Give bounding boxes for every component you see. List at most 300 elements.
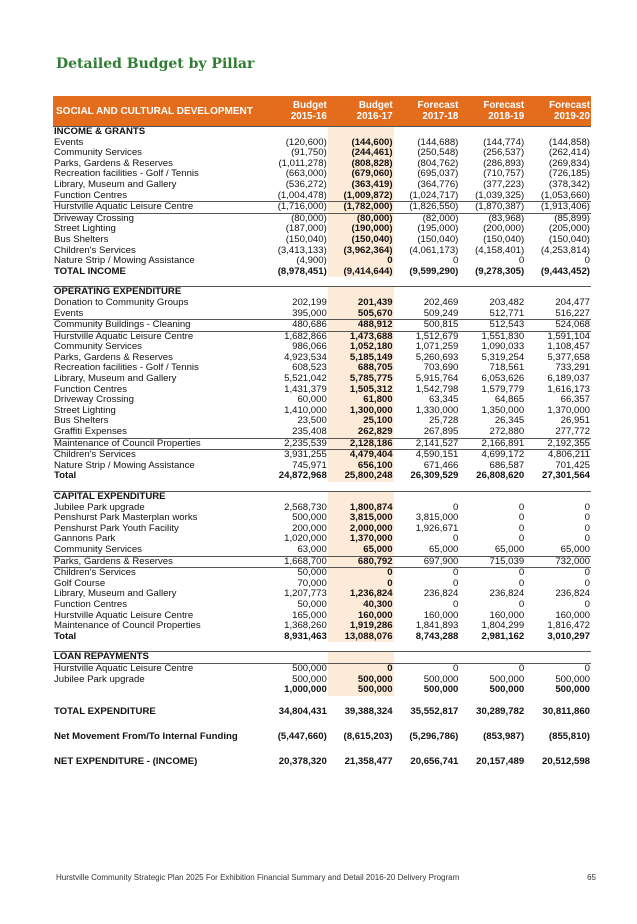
cell-value: 30,289,782	[476, 706, 525, 718]
cell-value: 6,189,037	[547, 374, 590, 385]
cell-value: 13,088,076	[328, 632, 394, 643]
cell-value: (663,000)	[285, 169, 327, 180]
table-row	[53, 169, 591, 180]
cell-value: (9,599,290)	[409, 266, 459, 277]
table-row	[53, 159, 591, 170]
cell-value: (205,000)	[548, 224, 590, 235]
total-row	[53, 471, 591, 482]
cell-value: (1,024,717)	[409, 190, 459, 201]
cell-value: 1,616,173	[547, 384, 590, 395]
row-label: Function Centres	[54, 190, 128, 201]
cell-value: (726,185)	[548, 169, 590, 180]
cell-value: 1,816,472	[547, 621, 590, 632]
cell-value	[459, 287, 525, 298]
cell-value: (80,000)	[328, 213, 394, 224]
cell-value: 686,587	[489, 460, 525, 471]
cell-value: 1,682,866	[262, 331, 328, 342]
row-label	[53, 696, 262, 705]
row-label: Recreation facilities - Golf / Tennis	[54, 363, 199, 374]
cell-value: 1,579,779	[481, 384, 525, 395]
table-row	[53, 342, 591, 353]
cell-value: 0	[459, 568, 525, 579]
cell-value: 5,377,658	[547, 352, 590, 363]
row-label: Events	[54, 137, 84, 148]
cell-value: 236,824	[423, 589, 459, 600]
table-row	[53, 363, 591, 374]
cell-value: 201,439	[328, 298, 394, 309]
cell-value: 0	[584, 513, 590, 524]
cell-value: (286,893)	[483, 158, 525, 169]
footer-text: Hurstville Community Strategic Plan 2025 For Exhibition Financial Summary and Detail 2016-20 Delivery Program	[56, 873, 460, 882]
cell-value: 5,521,042	[284, 374, 327, 385]
cell-value	[525, 127, 591, 138]
table-row	[53, 374, 591, 385]
cell-value: 488,912	[328, 320, 394, 332]
cell-value: 63,000	[297, 544, 327, 555]
cell-value: (8,615,203)	[343, 731, 393, 743]
cell-value: 20,512,598	[541, 756, 590, 768]
row-label: TOTAL INCOME	[54, 266, 126, 277]
cell-value: 1,020,000	[284, 534, 327, 545]
cell-value: 35,552,817	[410, 706, 459, 718]
cell-value: 26,345	[494, 416, 525, 427]
cell-value: (195,000)	[417, 224, 459, 235]
section-header-row	[53, 492, 591, 503]
cell-value: (1,011,278)	[278, 158, 327, 169]
row-label: Children's Services	[53, 568, 262, 579]
cell-value: 1,071,259	[415, 342, 459, 353]
cell-value: (1,716,000)	[262, 202, 328, 214]
cell-value: 1,804,299	[481, 621, 525, 632]
col-header: Budget 2015-16	[262, 96, 328, 127]
cell-value: 27,301,564	[541, 471, 590, 482]
cell-value: 0	[518, 578, 525, 589]
cell-value: 0	[394, 568, 460, 579]
table-row	[53, 416, 591, 427]
cell-value: 500,000	[555, 685, 590, 696]
table-row	[53, 503, 591, 514]
table-row	[53, 427, 591, 438]
cell-value: 516,227	[555, 308, 590, 319]
cell-value: (1,782,000)	[328, 202, 394, 214]
cell-value: (144,774)	[483, 137, 525, 148]
cell-value: 512,771	[489, 308, 525, 319]
cell-value: (144,600)	[328, 138, 394, 149]
cell-value: (82,000)	[394, 213, 460, 224]
cell-value: 236,824	[555, 589, 590, 600]
cell-value	[459, 642, 525, 652]
cell-value: (853,987)	[483, 731, 525, 743]
cell-value: 1,668,700	[262, 556, 328, 568]
cell-value	[525, 746, 591, 755]
cell-value: (9,278,305)	[475, 266, 525, 277]
cell-value: 70,000	[297, 578, 327, 589]
table-row	[53, 180, 591, 191]
cell-value: 0	[584, 534, 590, 545]
cell-value: 20,656,741	[410, 756, 459, 768]
cell-value: 1,236,824	[328, 589, 394, 600]
cell-value	[328, 482, 394, 492]
table-row	[53, 545, 591, 556]
budget-table	[53, 96, 591, 771]
row-label: Penshurst Park Youth Facility	[54, 523, 179, 534]
cell-value: 671,466	[423, 460, 459, 471]
cell-value: (150,040)	[483, 234, 525, 245]
row-label: Function Centres	[54, 599, 128, 610]
table-row	[53, 600, 591, 611]
cell-value: (5,296,786)	[409, 731, 459, 743]
total-row	[53, 267, 591, 278]
cell-value	[328, 652, 394, 664]
cell-value: 21,358,477	[344, 756, 393, 768]
table-row	[53, 568, 591, 579]
cell-value: 64,865	[494, 395, 525, 406]
cell-value: 5,319,254	[481, 352, 525, 363]
row-label: Community Buildings - Cleaning	[53, 320, 262, 332]
cell-value: 60,000	[297, 395, 327, 406]
cell-value	[459, 127, 525, 138]
cell-value	[394, 721, 460, 730]
cell-value: (695,037)	[417, 169, 459, 180]
table-row	[53, 461, 591, 472]
cell-value	[525, 482, 591, 492]
cell-value: 2,235,539	[262, 438, 328, 450]
cell-value	[459, 277, 525, 287]
cell-value: 4,923,534	[284, 352, 327, 363]
row-label: Community Services	[54, 148, 142, 159]
row-label: Net Movement From/To Internal Funding	[54, 731, 238, 743]
cell-value: (679,060)	[328, 169, 394, 180]
table-row	[53, 138, 591, 149]
cell-value	[262, 482, 328, 492]
cell-value	[262, 127, 328, 138]
cell-value: (364,776)	[417, 179, 459, 190]
cell-value: 6,053,626	[481, 374, 525, 385]
cell-value: 1,542,798	[415, 384, 459, 395]
total-row	[53, 685, 591, 696]
cell-value: (5,447,660)	[277, 731, 327, 743]
row-label: Maintenance of Council Properties	[54, 621, 201, 632]
cell-value: 165,000	[292, 610, 327, 621]
cell-value: 732,000	[525, 556, 591, 568]
spacer-row	[53, 696, 591, 705]
cell-value: 0	[518, 502, 525, 513]
cell-value: 160,000	[555, 610, 590, 621]
cell-value: 1,410,000	[284, 405, 327, 416]
cell-value: (4,158,401)	[475, 245, 525, 256]
cell-value: 0	[584, 578, 590, 589]
spacer-row	[53, 746, 591, 755]
cell-value	[459, 746, 525, 755]
cell-value: (4,061,173)	[409, 245, 459, 256]
cell-value: (804,762)	[417, 158, 459, 169]
col-header: Budget 2016-17	[328, 96, 394, 127]
cell-value: 20,378,320	[278, 756, 327, 768]
section-header-row	[53, 127, 591, 138]
cell-value	[328, 287, 394, 298]
cell-value: 1,505,312	[328, 385, 394, 396]
cell-value	[262, 696, 328, 705]
cell-value	[394, 127, 460, 138]
cell-value: (4,253,814)	[540, 245, 590, 256]
cell-value: 656,100	[328, 461, 394, 472]
row-label: Parks, Gardens & Reserves	[54, 352, 173, 363]
cell-value: 0	[328, 568, 394, 579]
cell-value: (378,342)	[548, 179, 590, 190]
cell-value: 1,052,180	[328, 342, 394, 353]
cell-value: (1,826,550)	[394, 202, 460, 214]
cell-value: 3,815,000	[415, 513, 459, 524]
row-label	[53, 277, 262, 287]
cell-value: 0	[518, 513, 525, 524]
cell-value: (256,537)	[483, 148, 525, 159]
col-header: Forecast 2017-18	[394, 96, 460, 127]
row-label: Jubilee Park upgrade	[54, 674, 145, 685]
cell-value: 0	[584, 599, 590, 610]
cell-value: 703,690	[423, 363, 459, 374]
cell-value: 1,919,286	[328, 621, 394, 632]
total-row	[53, 632, 591, 643]
col-header: Forecast 2018-19	[459, 96, 525, 127]
cell-value	[525, 696, 591, 705]
cell-value: 395,000	[292, 308, 327, 319]
row-label: Hurstville Aquatic Leisure Centre	[54, 610, 194, 621]
cell-value: 1,800,874	[328, 503, 394, 514]
cell-value	[525, 277, 591, 287]
table-row	[53, 235, 591, 246]
cell-value: 65,000	[429, 544, 459, 555]
cell-value: 1,368,260	[284, 621, 327, 632]
cell-value: 1,370,000	[547, 405, 590, 416]
cell-value: 5,185,149	[328, 353, 394, 364]
row-label: Function Centres	[54, 384, 128, 395]
row-label: Street Lighting	[54, 405, 116, 416]
cell-value: 500,000	[489, 674, 525, 685]
row-label	[53, 721, 262, 730]
table-row	[53, 556, 591, 568]
table-row	[53, 148, 591, 159]
cell-value	[328, 492, 394, 503]
row-label: Gannons Park	[54, 534, 116, 545]
cell-value	[394, 287, 460, 298]
cell-value: 3,010,297	[547, 631, 590, 642]
cell-value: 500,000	[489, 685, 525, 696]
cell-value: 202,469	[423, 297, 459, 308]
cell-value: 25,728	[429, 416, 459, 427]
cell-value: (269,834)	[548, 158, 590, 169]
spacer-row	[53, 642, 591, 652]
table-row	[53, 246, 591, 257]
row-label	[53, 746, 262, 755]
cell-value	[328, 746, 394, 755]
cell-value: 1,431,379	[284, 384, 327, 395]
row-label	[53, 685, 262, 696]
row-label: OPERATING EXPENDITURE	[53, 287, 262, 298]
cell-value: 0	[518, 599, 525, 610]
cell-value: 1,090,033	[481, 342, 525, 353]
cell-value: (83,968)	[459, 213, 525, 224]
row-label: Total	[54, 471, 77, 482]
section-header-row	[53, 287, 591, 298]
cell-value: 718,561	[489, 363, 525, 374]
cell-value: 1,591,104	[525, 331, 591, 342]
cell-value: 524,068	[525, 320, 591, 332]
section-header-row	[53, 652, 591, 664]
cell-value: 8,743,288	[415, 631, 459, 642]
pillar-header: SOCIAL AND CULTURAL DEVELOPMENT	[53, 96, 262, 127]
cell-value: 1,841,893	[415, 621, 459, 632]
cell-value: 202,199	[292, 297, 327, 308]
row-label: Graffiti Expenses	[54, 427, 127, 438]
cell-value: 39,388,324	[344, 706, 393, 718]
total-row	[53, 705, 591, 721]
cell-value: 505,670	[328, 309, 394, 320]
cell-value: 1,370,000	[328, 534, 394, 545]
cell-value: 500,000	[292, 674, 327, 685]
cell-value: (710,757)	[483, 169, 525, 180]
cell-value: (536,272)	[285, 179, 327, 190]
cell-value	[328, 721, 394, 730]
row-label: Driveway Crossing	[53, 213, 262, 224]
cell-value: (250,548)	[417, 148, 459, 159]
table-row	[53, 298, 591, 309]
row-label	[53, 642, 262, 652]
cell-value: 4,479,404	[328, 450, 394, 461]
cell-value	[262, 277, 328, 287]
row-label: Community Services	[54, 342, 142, 353]
cell-value: 0	[453, 599, 459, 610]
cell-value	[459, 482, 525, 492]
cell-value: 34,804,431	[278, 706, 327, 718]
cell-value: (244,461)	[328, 148, 394, 159]
cell-value: 2,981,162	[481, 631, 525, 642]
cell-value: (144,858)	[548, 137, 590, 148]
cell-value: 1,330,000	[415, 405, 459, 416]
cell-value: 500,000	[555, 674, 590, 685]
cell-value: 2,568,730	[284, 502, 327, 513]
cell-value: 1,207,773	[284, 589, 327, 600]
cell-value	[262, 287, 328, 298]
cell-value	[262, 642, 328, 652]
table-row	[53, 385, 591, 396]
cell-value	[394, 696, 460, 705]
row-label: Children's Services	[53, 450, 262, 461]
table-row	[53, 309, 591, 320]
cell-value: (8,978,451)	[277, 266, 327, 277]
cell-value: (1,004,478)	[277, 190, 327, 201]
cell-value	[525, 652, 591, 664]
row-label	[53, 482, 262, 492]
cell-value	[262, 746, 328, 755]
spacer-row	[53, 482, 591, 492]
table-row	[53, 202, 591, 214]
cell-value	[262, 652, 328, 664]
cell-value	[328, 642, 394, 652]
row-label: Street Lighting	[54, 224, 116, 235]
row-label: TOTAL EXPENDITURE	[54, 706, 156, 718]
cell-value	[262, 492, 328, 503]
cell-value: 40,300	[328, 600, 394, 611]
cell-value: 697,900	[394, 556, 460, 568]
cell-value: (80,000)	[262, 213, 328, 224]
cell-value: 277,772	[555, 427, 590, 438]
page-title: Detailed Budget by Pillar	[56, 56, 255, 72]
table-row	[53, 621, 591, 632]
cell-value: 235,408	[292, 427, 327, 438]
cell-value: (187,000)	[285, 224, 327, 235]
cell-value: 1,512,679	[394, 331, 460, 342]
cell-value: 272,880	[489, 427, 525, 438]
row-label: INCOME & GRANTS	[53, 127, 262, 138]
cell-value: 0	[525, 568, 591, 579]
cell-value: 0	[518, 256, 525, 267]
cell-value: (150,040)	[417, 234, 459, 245]
row-label: Maintenance of Council Properties	[53, 438, 262, 450]
cell-value: (808,828)	[328, 159, 394, 170]
table-row	[53, 524, 591, 535]
row-label: Driveway Crossing	[54, 395, 134, 406]
cell-value: 5,915,764	[415, 374, 459, 385]
table-row	[53, 450, 591, 461]
table-row	[53, 213, 591, 224]
row-label: Library, Museum and Gallery	[54, 179, 177, 190]
table-row	[53, 224, 591, 235]
cell-value: (1,870,387)	[459, 202, 525, 214]
table-row	[53, 395, 591, 406]
cell-value: 2,141,527	[394, 438, 460, 450]
cell-value: 4,699,172	[459, 450, 525, 461]
row-label: LOAN REPAYMENTS	[53, 652, 262, 664]
cell-value: 0	[518, 523, 525, 534]
cell-value: 203,482	[489, 297, 525, 308]
cell-value: 0	[459, 663, 525, 674]
table-header-row	[53, 96, 591, 127]
cell-value	[394, 746, 460, 755]
cell-value: 500,000	[292, 513, 327, 524]
table-row	[53, 406, 591, 417]
cell-value: (3,413,133)	[277, 245, 327, 256]
cell-value: 25,100	[328, 416, 394, 427]
row-label: Donation to Community Groups	[54, 297, 189, 308]
cell-value: (190,000)	[328, 224, 394, 235]
cell-value: (150,040)	[548, 234, 590, 245]
cell-value	[459, 696, 525, 705]
table-row	[53, 663, 591, 674]
cell-value: 3,931,255	[262, 450, 328, 461]
cell-value: 160,000	[489, 610, 525, 621]
cell-value: 26,951	[560, 416, 590, 427]
cell-value: 745,971	[292, 460, 327, 471]
table-row	[53, 513, 591, 524]
cell-value: 480,686	[262, 320, 328, 332]
cell-value: 65,000	[494, 544, 525, 555]
cell-value: 0	[453, 502, 459, 513]
cell-value: 8,931,463	[284, 631, 327, 642]
spacer-row	[53, 277, 591, 287]
row-label: CAPITAL EXPENDITURE	[53, 492, 262, 503]
row-label: Jubilee Park upgrade	[54, 502, 145, 513]
cell-value: (120,600)	[285, 137, 327, 148]
cell-value: 0	[453, 534, 459, 545]
cell-value: 0	[394, 663, 460, 674]
cell-value: 1,350,000	[481, 405, 525, 416]
cell-value: (1,913,406)	[525, 202, 591, 214]
cell-value: 715,039	[459, 556, 525, 568]
row-label: Hurstville Aquatic Leisure Centre	[53, 202, 262, 214]
cell-value: (855,810)	[548, 731, 590, 743]
cell-value: (363,419)	[328, 180, 394, 191]
row-label: Parks, Gardens & Reserves	[54, 158, 173, 169]
